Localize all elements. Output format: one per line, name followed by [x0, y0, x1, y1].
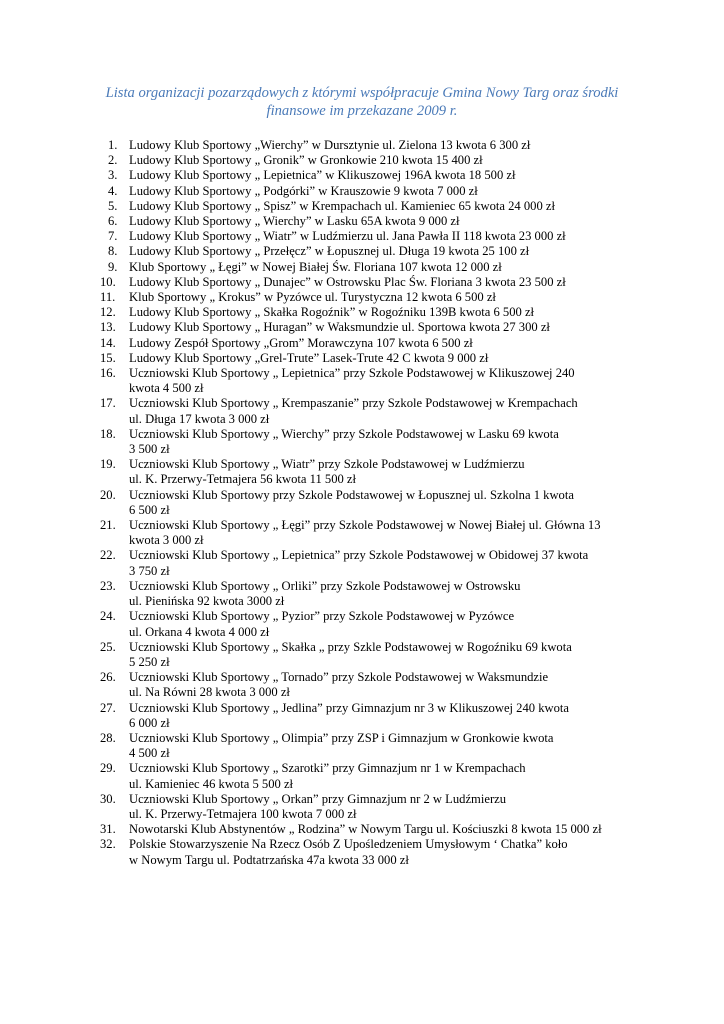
item-number: 4. — [108, 183, 118, 198]
organization-list — [100, 138, 660, 868]
item-text: Ludowy Klub Sportowy „ Podgórki” w Krauszowie 9 kwota 7 000 zł — [129, 183, 478, 198]
item-text: Uczniowski Klub Sportowy „ Pyzior” przy Szkole Podstawowej w Pyzówce — [129, 609, 515, 624]
list-item — [100, 609, 660, 639]
item-text: Uczniowski Klub Sportowy „ Olimpia” przy ZSP i Gimnazjum w Gronkowie kwota — [129, 730, 554, 745]
item-text: Ludowy Klub Sportowy „ Gronik” w Gronkowie 210 kwota 15 400 zł — [129, 153, 483, 168]
item-text: Ludowy Klub Sportowy „Grel-Trute” Lasek-Trute 42 C kwota 9 000 zł — [129, 350, 489, 365]
document-title — [60, 84, 664, 120]
item-number: 29. — [100, 761, 116, 776]
item-text: Klub Sportowy „ Łęgi” w Nowej Białej Św. Floriana 107 kwota 12 000 zł — [129, 259, 502, 274]
item-text: Uczniowski Klub Sportowy „ Wiatr” przy Szkole Podstawowej w Ludźmierzu — [129, 457, 525, 472]
list-item — [100, 244, 660, 259]
list-item — [100, 260, 660, 275]
item-number: 24. — [100, 609, 116, 624]
item-number: 32. — [100, 837, 116, 852]
item-text: Ludowy Klub Sportowy „ Lepietnica” w Klikuszowej 196A kwota 18 500 zł — [129, 168, 516, 183]
item-text: Polskie Stowarzyszenie Na Rzecz Osób Z Upośledzeniem Umysłowym ‘ Chatka” koło — [129, 837, 568, 852]
item-text: Uczniowski Klub Sportowy przy Szkole Podstawowej w Łopusznej ul. Szkolna 1 kwota — [129, 487, 574, 502]
item-text: Uczniowski Klub Sportowy „ Orkan” przy Gimnazjum nr 2 w Ludźmierzu — [129, 791, 507, 806]
item-number: 1. — [108, 138, 118, 152]
list-item — [100, 290, 660, 305]
item-text: Ludowy Klub Sportowy „ Huragan” w Waksmundzie ul. Sportowa kwota 27 300 zł — [129, 320, 550, 335]
item-text: Ludowy Klub Sportowy „ Wiatr” w Ludźmierzu ul. Jana Pawła II 118 kwota 23 000 zł — [129, 229, 566, 244]
list-item — [100, 229, 660, 244]
list-item — [100, 457, 660, 487]
item-text: Uczniowski Klub Sportowy „ Wierchy” przy Szkole Podstawowej w Lasku 69 kwota — [129, 426, 559, 441]
item-number: 23. — [100, 578, 116, 593]
item-text: Ludowy Klub Sportowy „ Przełęcz” w Łopusznej ul. Długa 19 kwota 25 100 zł — [129, 244, 530, 259]
item-number: 31. — [100, 822, 116, 837]
item-number: 13. — [100, 320, 116, 335]
list-item — [100, 214, 660, 229]
item-number: 2. — [108, 153, 118, 168]
list-item — [100, 184, 660, 199]
list-item — [100, 701, 660, 731]
item-number: 26. — [100, 670, 116, 685]
list-item — [100, 427, 660, 457]
item-text-continuation: 3 500 zł — [129, 442, 170, 457]
item-number: 3. — [108, 168, 118, 183]
list-item — [100, 837, 660, 867]
item-text: Uczniowski Klub Sportowy „ Lepietnica” przy Szkole Podstawowej w Obidowej 37 kwota — [129, 548, 589, 563]
item-text: Ludowy Klub Sportowy „ Dunajec” w Ostrowsku Plac Św. Floriana 3 kwota 23 500 zł — [129, 274, 566, 289]
item-text-continuation: 6 000 zł — [129, 715, 170, 730]
item-text: Ludowy Klub Sportowy „ Spisz” w Krempachach ul. Kamieniec 65 kwota 24 000 zł — [129, 198, 555, 213]
item-text-continuation: ul. Pienińska 92 kwota 3000 zł — [129, 594, 285, 609]
item-number: 6. — [108, 214, 118, 229]
item-number: 5. — [108, 198, 118, 213]
item-text: Uczniowski Klub Sportowy „ Szarotki” przy Gimnazjum nr 1 w Krempachach — [129, 761, 526, 776]
list-item — [100, 518, 660, 548]
item-text: Ludowy Zespół Sportowy „Grom” Morawczyna 107 kwota 6 500 zł — [129, 335, 473, 350]
list-item — [100, 396, 660, 426]
item-text: Uczniowski Klub Sportowy „ Skałka „ przy Szkle Podstawowej w Rogoźniku 69 kwota — [129, 639, 572, 654]
item-number: 19. — [100, 457, 116, 472]
list-item — [100, 822, 660, 837]
list-item — [100, 351, 660, 366]
item-text-continuation: 5 250 zł — [129, 654, 170, 669]
item-number: 27. — [100, 700, 116, 715]
item-text: Ludowy Klub Sportowy „ Skałka Rogoźnik” w Rogoźniku 139B kwota 6 500 zł — [129, 305, 535, 320]
item-text: Klub Sportowy „ Krokus” w Pyzówce ul. Turystyczna 12 kwota 6 500 zł — [129, 290, 496, 305]
title-line-1: Lista organizacji pozarządowych z którymi współpracuje Gmina Nowy Targ oraz środki — [105, 85, 619, 101]
item-text: Ludowy Klub Sportowy „Wierchy” w Dursztynie ul. Zielona 13 kwota 6 300 zł — [129, 138, 531, 152]
item-text-continuation: ul. K. Przerwy-Tetmajera 100 kwota 7 000 zł — [129, 806, 357, 821]
list-item — [100, 548, 660, 578]
item-text: Uczniowski Klub Sportowy „ Łęgi” przy Szkole Podstawowej w Nowej Białej ul. Główna 13 — [129, 518, 601, 533]
item-number: 9. — [108, 259, 118, 274]
item-text: Uczniowski Klub Sportowy „ Tornado” przy Szkole Podstawowej w Waksmundzie — [129, 670, 549, 685]
item-number: 20. — [100, 487, 116, 502]
item-number: 22. — [100, 548, 116, 563]
list-item — [100, 320, 660, 335]
item-text-continuation: ul. Na Równi 28 kwota 3 000 zł — [129, 685, 290, 700]
item-number: 28. — [100, 730, 116, 745]
list-item — [100, 305, 660, 320]
item-text: Uczniowski Klub Sportowy „ Lepietnica” przy Szkole Podstawowej w Klikuszowej 240 — [129, 366, 575, 381]
list-item — [100, 670, 660, 700]
item-text: Nowotarski Klub Abstynentów „ Rodzina” w Nowym Targu ul. Kościuszki 8 kwota 15 000 zł — [129, 822, 602, 837]
item-text-continuation: w Nowym Targu ul. Podtatrzańska 47a kwota 33 000 zł — [129, 852, 409, 867]
item-text-continuation: ul. Orkana 4 kwota 4 000 zł — [129, 624, 270, 639]
item-number: 12. — [100, 305, 116, 320]
item-number: 10. — [100, 274, 116, 289]
list-item — [100, 488, 660, 518]
item-text-continuation: 6 500 zł — [129, 502, 170, 517]
item-text: Uczniowski Klub Sportowy „ Orliki” przy Szkole Podstawowej w Ostrowsku — [129, 578, 521, 593]
item-text-continuation: ul. Długa 17 kwota 3 000 zł — [129, 411, 270, 426]
list-item — [100, 153, 660, 168]
item-text-continuation: kwota 4 500 zł — [129, 381, 204, 396]
item-number: 18. — [100, 426, 116, 441]
list-item — [100, 640, 660, 670]
item-number: 30. — [100, 791, 116, 806]
list-item — [100, 792, 660, 822]
item-number: 16. — [100, 366, 116, 381]
item-text-continuation: 3 750 zł — [129, 563, 170, 578]
list-item — [100, 731, 660, 761]
title-line-2: finansowe im przekazane 2009 r. — [266, 103, 458, 119]
item-text: Ludowy Klub Sportowy „ Wierchy” w Lasku 65A kwota 9 000 zł — [129, 214, 460, 229]
item-text-continuation: ul. Kamieniec 46 kwota 5 500 zł — [129, 776, 294, 791]
list-item — [100, 275, 660, 290]
item-text: Uczniowski Klub Sportowy „ Krempaszanie” przy Szkole Podstawowej w Krempachach — [129, 396, 578, 411]
item-text-continuation: 4 500 zł — [129, 746, 170, 761]
list-item — [100, 138, 660, 153]
item-number: 7. — [108, 229, 118, 244]
item-number: 21. — [100, 518, 116, 533]
list-item — [100, 336, 660, 351]
item-number: 8. — [108, 244, 118, 259]
item-text-continuation: ul. K. Przerwy-Tetmajera 56 kwota 11 500 zł — [129, 472, 357, 487]
list-item — [100, 168, 660, 183]
item-number: 17. — [100, 396, 116, 411]
item-text-continuation: kwota 3 000 zł — [129, 533, 204, 548]
item-number: 15. — [100, 350, 116, 365]
list-item — [100, 579, 660, 609]
item-number: 25. — [100, 639, 116, 654]
list-item — [100, 366, 660, 396]
item-number: 11. — [100, 290, 116, 305]
item-number: 14. — [100, 335, 116, 350]
list-item — [100, 761, 660, 791]
list-item — [100, 199, 660, 214]
item-text: Uczniowski Klub Sportowy „ Jedlina” przy Gimnazjum nr 3 w Klikuszowej 240 kwota — [129, 700, 570, 715]
